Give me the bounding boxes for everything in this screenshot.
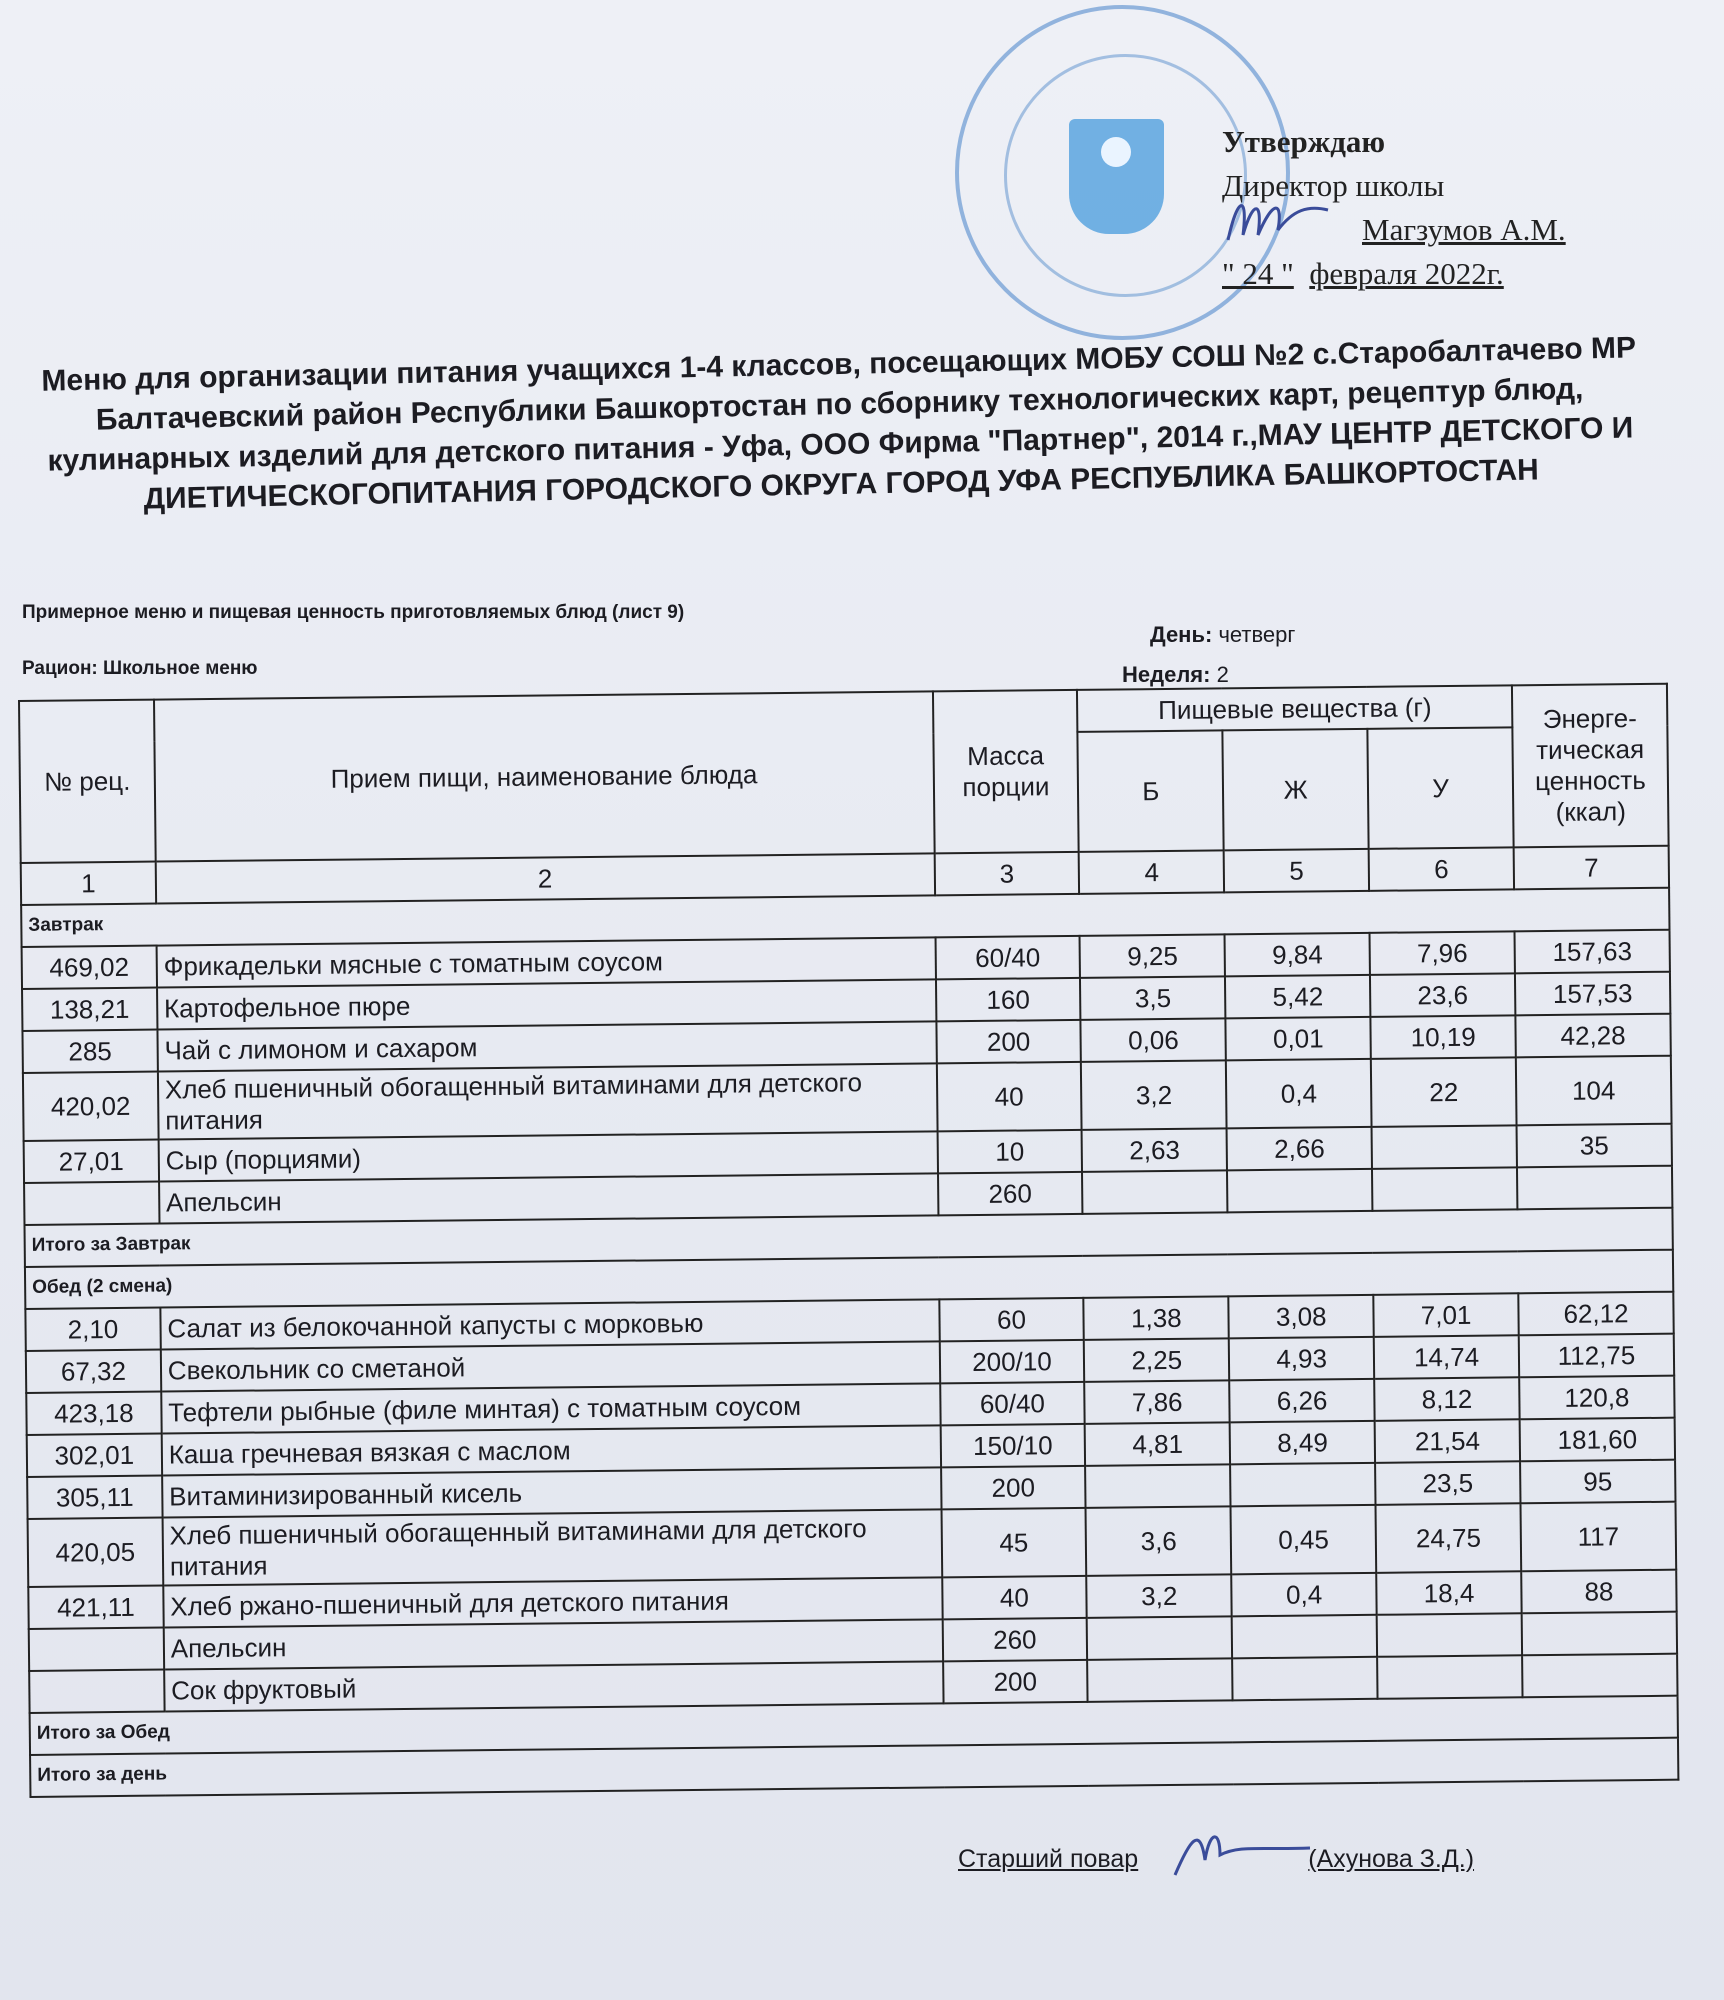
menu-table [18,683,1679,1798]
cell-b: 3,6 [1086,1506,1232,1576]
cell-rec [29,1670,164,1713]
cell-kcal: 104 [1516,1056,1672,1126]
cell-dish: Сыр (порциями) [158,1131,937,1181]
director-signature [1218,190,1338,250]
header-mass: Масса порции [932,690,1079,854]
cell-u: 18,4 [1376,1571,1521,1615]
cell-zh: 0,01 [1226,1017,1371,1061]
cell-kcal: 157,53 [1515,972,1670,1016]
cell-dish: Каша гречневая вязкая с маслом [162,1425,941,1475]
cell-zh: 2,66 [1227,1127,1372,1171]
cell-rec: 302,01 [27,1434,162,1477]
cell-zh [1232,1615,1377,1659]
cell-b: 0,06 [1081,1018,1226,1062]
cell-u: 7,96 [1370,931,1515,975]
cell-zh [1230,1463,1375,1507]
cell-mass: 200/10 [939,1340,1084,1384]
cell-rec: 2,10 [25,1308,160,1351]
section-label: Завтрак [21,888,1669,947]
cell-zh: 4,93 [1229,1337,1374,1381]
cell-rec: 420,05 [28,1518,164,1587]
cell-rec: 421,11 [28,1586,163,1629]
cell-b [1082,1170,1227,1214]
cell-dish: Сок фруктовый [164,1661,943,1711]
cell-zh: 5,42 [1225,975,1370,1019]
cell-u: 24,75 [1376,1503,1522,1573]
cell-b: 2,63 [1082,1128,1227,1172]
cell-kcal [1522,1612,1677,1656]
cell-kcal: 117 [1521,1502,1677,1572]
cell-b: 3,5 [1080,976,1225,1020]
cell-dish: Салат из белокочанной капусты с морковью [160,1299,939,1349]
cell-u: 10,19 [1371,1015,1516,1059]
section-label: Итого за Обед [30,1696,1678,1755]
cell-u [1377,1655,1522,1699]
sheet-label: Примерное меню и пищевая ценность приготовляемых блюд (лист 9) [22,602,685,623]
cell-zh: 0,4 [1226,1059,1372,1129]
cell-rec: 27,01 [24,1140,159,1183]
cell-zh [1232,1657,1377,1701]
cell-dish: Свекольник со сметаной [161,1341,940,1391]
cell-dish: Апельсин [164,1619,943,1669]
cell-kcal [1522,1654,1677,1698]
cell-zh: 0,45 [1231,1505,1377,1575]
column-number: 3 [934,852,1079,896]
cell-b: 3,2 [1087,1574,1232,1618]
cell-b: 2,25 [1084,1338,1229,1382]
section-label: Обед (2 смена) [25,1250,1673,1309]
header-carbs: У [1368,727,1514,849]
cell-dish: Картофельное пюре [157,979,936,1029]
cell-u [1372,1125,1517,1169]
cell-u: 23,5 [1375,1461,1520,1505]
cell-kcal: 62,12 [1518,1292,1673,1336]
cell-dish: Хлеб пшеничный обогащенный витаминами для детского питания [158,1063,937,1139]
cell-mass: 200 [941,1466,1086,1510]
cell-rec: 420,02 [23,1072,159,1141]
cell-dish: Хлеб ржано-пшеничный для детского питания [163,1577,942,1627]
section-label: Итого за день [30,1738,1678,1797]
document-title: Меню для организации питания учащихся 1-4 классов, посещающих МОБУ СОШ №2 с.Старобалтачево МР Балтачевский район Республики Башкортостан по сборнику технологических карт, рецептур блюд, кулинарных изделий для детского питания - Уфа, ООО Фирма "Партнер", 2014 г.,МАУ ЦЕНТР ДЕТСКОГО И ДИЕТИЧЕСКОГОПИТАНИЯ ГОРОДСКОГО ОКРУГА ГОРОД УФА РЕСПУБЛИКА БАШКОРТОСТАН [41,331,1637,516]
column-number: 4 [1079,850,1224,894]
cell-rec: 67,32 [26,1350,161,1393]
cell-u: 22 [1371,1057,1517,1127]
cell-mass: 160 [936,978,1081,1022]
cell-kcal: 42,28 [1515,1014,1670,1058]
cell-zh: 3,08 [1229,1295,1374,1339]
cell-kcal: 88 [1521,1570,1676,1614]
approval-name: Магзумов А.М. [1362,212,1566,247]
cell-rec: 138,21 [22,988,157,1031]
cell-rec: 469,02 [22,946,157,989]
cell-kcal: 35 [1517,1124,1672,1168]
cell-kcal [1517,1166,1672,1210]
cell-b: 7,86 [1085,1380,1230,1424]
cell-rec: 285 [22,1030,157,1073]
cell-kcal: 181,60 [1520,1418,1675,1462]
cell-kcal: 120,8 [1519,1376,1674,1420]
day-value: четверг [1218,622,1296,647]
cell-mass: 10 [937,1130,1082,1174]
cell-dish: Тефтели рыбные (филе минтая) с томатным соусом [161,1383,940,1433]
cell-dish: Витаминизированный кисель [162,1467,941,1517]
cell-dish: Фрикадельки мясные с томатным соусом [156,937,935,987]
cell-kcal: 95 [1520,1460,1675,1504]
coat-of-arms-icon [1069,119,1164,234]
cell-b [1087,1616,1232,1660]
approval-date-rest: февраля 2022г. [1309,256,1504,291]
cell-mass: 200 [936,1020,1081,1064]
section-label: Итого за Завтрак [24,1208,1672,1267]
cell-b: 1,38 [1084,1296,1229,1340]
cell-b: 3,2 [1081,1060,1227,1130]
cell-dish: Хлеб пшеничный обогащенный витаминами для детского питания [162,1509,941,1585]
header-nutrients: Пищевые вещества (г) [1077,685,1512,732]
cell-mass: 45 [941,1508,1087,1578]
cell-b [1088,1658,1233,1702]
cell-b: 4,81 [1085,1422,1230,1466]
cell-mass: 200 [943,1660,1088,1704]
cell-b [1085,1464,1230,1508]
cell-u: 14,74 [1374,1335,1519,1379]
cell-u: 8,12 [1374,1377,1519,1421]
column-number: 1 [21,862,156,905]
cell-zh [1227,1169,1372,1213]
cell-u [1377,1613,1522,1657]
sun-icon [1101,137,1131,167]
column-number: 5 [1224,849,1369,893]
cell-kcal: 112,75 [1519,1334,1674,1378]
ration-label: Рацион: Школьное меню [22,658,258,679]
cell-mass: 60/40 [940,1382,1085,1426]
column-number: 6 [1369,847,1514,891]
column-number: 7 [1514,846,1669,890]
cell-rec: 305,11 [27,1476,162,1519]
cell-mass: 260 [942,1618,1087,1662]
cell-dish: Чай с лимоном и сахаром [157,1021,936,1071]
header-energy: Энерге-тическая ценность (ккал) [1512,684,1669,848]
cell-u: 21,54 [1375,1419,1520,1463]
header-dish: Прием пищи, наименование блюда [154,691,934,861]
cell-mass: 60 [939,1298,1084,1342]
cell-mass: 40 [936,1062,1082,1132]
cell-rec [29,1628,164,1671]
header-fat: Ж [1223,729,1369,851]
cell-zh: 0,4 [1232,1573,1377,1617]
cell-u: 23,6 [1370,973,1515,1017]
cell-rec [24,1182,159,1225]
cell-mass: 260 [938,1172,1083,1216]
column-number: 2 [156,853,935,903]
cell-u [1372,1167,1517,1211]
cell-zh: 9,84 [1225,933,1370,977]
header-protein: Б [1078,730,1224,852]
cell-zh: 6,26 [1229,1379,1374,1423]
week-label: Неделя: [1122,662,1211,687]
approval-heading: Утверждаю [1222,124,1386,159]
cell-zh: 8,49 [1230,1421,1375,1465]
cook-position: Старший повар [958,1845,1139,1873]
cook-name: (Ахунова З.Д.) [1308,1845,1475,1873]
cell-u: 7,01 [1373,1293,1518,1337]
cell-mass: 60/40 [935,936,1080,980]
approval-position: Директор школы [1222,168,1445,203]
cell-dish: Апельсин [159,1173,938,1223]
cell-mass: 40 [942,1576,1087,1620]
cell-kcal: 157,63 [1515,930,1670,974]
cell-mass: 150/10 [940,1424,1085,1468]
header-rec-number: № рец. [19,700,156,863]
day-label: День: [1150,622,1213,647]
approval-date-day: " 24 " [1222,256,1294,291]
cook-signature [1170,1820,1320,1880]
week-value: 2 [1216,662,1229,687]
cell-rec: 423,18 [26,1392,161,1435]
cell-b: 9,25 [1080,934,1225,978]
